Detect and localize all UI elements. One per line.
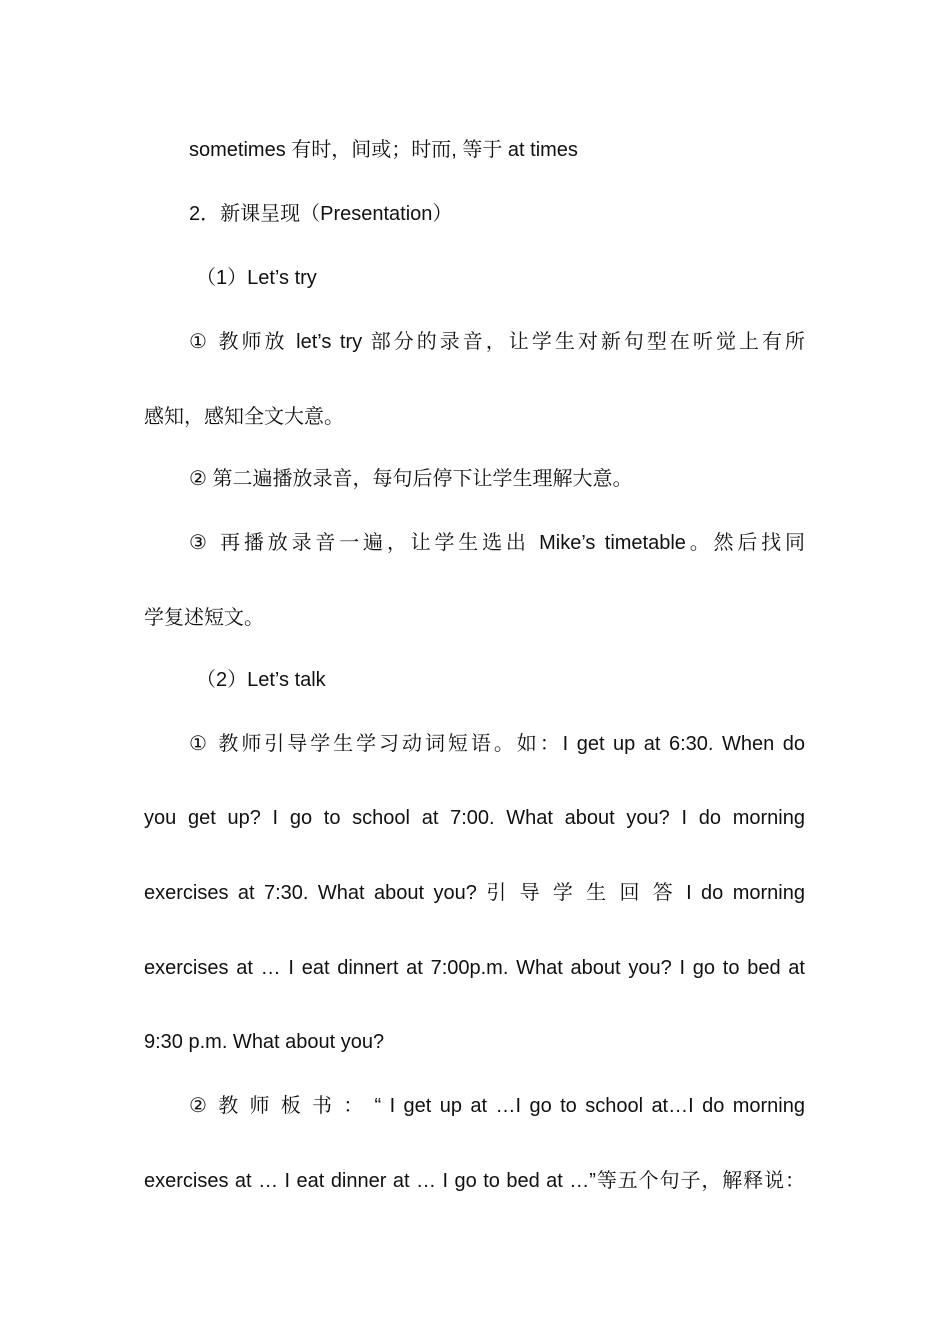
vocab-line-sometimes: sometimes 有时，间或；时而, 等于 at times [189,139,578,161]
paragraph-line: ③ 再播放录音一遍，让学生选出 Mike’s timetable。然后找同 [189,532,805,554]
section-heading-presentation: 2．新课呈现（Presentation） [189,203,453,225]
paragraph-line: 感知，感知全文大意。 [144,406,344,428]
paragraph-line: exercises at … I eat dinner at … I go to bed at …”等五个句子，解释说： [144,1170,805,1192]
paragraph-line: exercises at … I eat dinnert at 7:00p.m. What about you? I go to bed at [144,957,805,979]
paragraph-line: you get up? I go to school at 7:00. What about you? I do morning [144,807,805,829]
paragraph-line: 9:30 p.m. What about you? [144,1031,385,1053]
paragraph-line: ① 教师引导学生学习动词短语。如：I get up at 6:30. When do [189,733,805,755]
paragraph-line: exercises at 7:30. What about you? 引 导 学 生 回 答 I do morning [144,882,805,904]
subsection-heading-lets-talk: （2）Let’s talk [196,669,326,691]
paragraph-line: ② 教 师 板 书 ： “ I get up at …I go to school at…I do morning [189,1095,805,1117]
paragraph-line: ① 教师放 let’s try 部分的录音，让学生对新句型在听觉上有所 [189,331,805,353]
subsection-heading-lets-try: （1）Let’s try [196,267,317,289]
paragraph-line: 学复述短文。 [144,607,264,629]
paragraph-line: ② 第二遍播放录音，每句后停下让学生理解大意。 [189,468,633,490]
